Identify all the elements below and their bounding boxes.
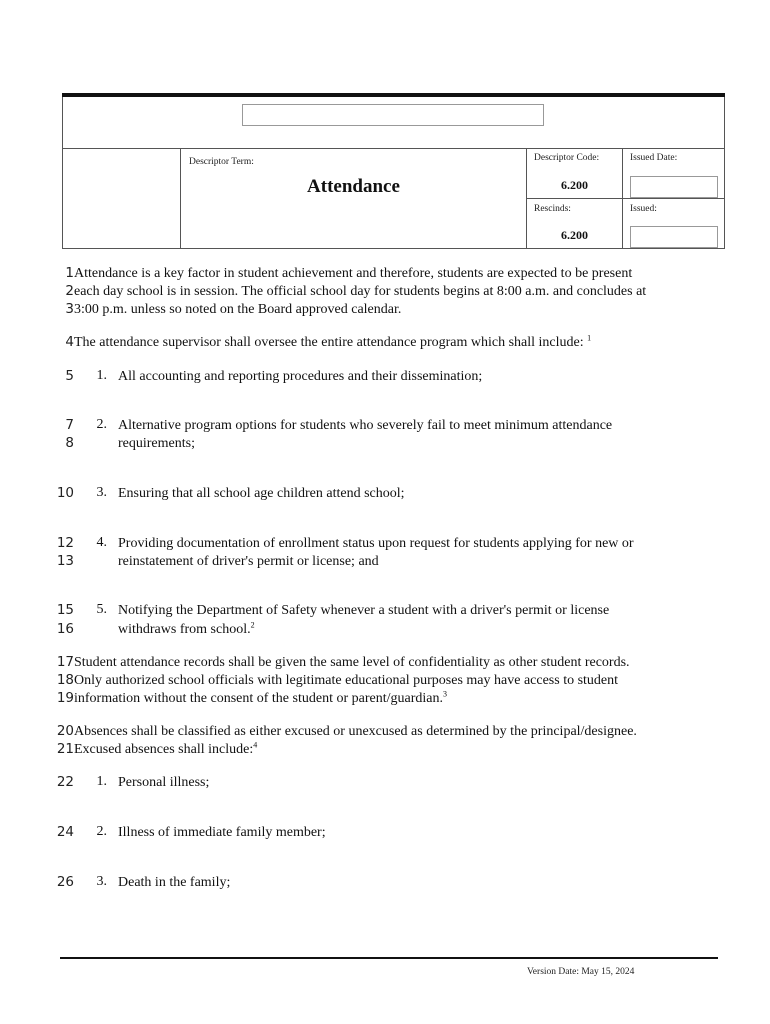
list-item: Death in the family; (118, 875, 231, 890)
line-number: 22 (56, 774, 74, 790)
footnote-ref[interactable]: 4 (253, 740, 258, 750)
line-number: 10 (56, 485, 74, 501)
footnote-ref[interactable]: 3 (442, 689, 447, 699)
issued-field[interactable] (630, 226, 718, 248)
footer-rule (60, 957, 718, 959)
version-date: Version Date: May 15, 2024 (527, 967, 635, 977)
list-item: Personal illness; (118, 775, 210, 790)
header-inner-divider (526, 198, 725, 199)
list-number: 5. (96, 602, 107, 617)
line-number: 4 (65, 334, 74, 350)
policy-header (62, 93, 725, 249)
line-number: 12 (56, 535, 74, 551)
header-name-field[interactable] (242, 104, 544, 126)
footnote-ref[interactable]: 2 (250, 620, 255, 630)
line-number: 20 (56, 723, 74, 739)
header-row-divider (62, 148, 725, 149)
issued-label: Issued: (630, 204, 657, 214)
list-number: 3. (96, 485, 107, 500)
list-number: 1. (96, 368, 107, 383)
issued-date-field[interactable] (630, 176, 718, 198)
list-item-text: withdraws from school. (118, 622, 251, 637)
paragraph-text: The attendance supervisor shall oversee the entire attendance program which shall include: (74, 335, 588, 350)
paragraph-line (74, 334, 697, 352)
paragraph-line (74, 690, 697, 708)
line-number: 18 (56, 672, 74, 688)
paragraph-line: Attendance is a key factor in student achievement and therefore, students are expected to be present (74, 266, 633, 281)
line-number: 26 (56, 874, 74, 890)
descriptor-term-label: Descriptor Term: (189, 157, 254, 167)
line-number: 3 (65, 301, 74, 317)
list-number: 2. (96, 417, 107, 432)
paragraph-line (74, 741, 697, 759)
line-number: 8 (65, 435, 74, 451)
line-number: 19 (56, 690, 74, 706)
line-number: 21 (56, 741, 74, 757)
line-number: 15 (56, 602, 74, 618)
paragraph-line: Student attendance records shall be given the same level of confidentiality as other student records. (74, 655, 630, 670)
policy-title: Attendance (307, 176, 400, 197)
list-item: Alternative program options for students who severely fail to meet minimum attendance (118, 418, 613, 433)
list-item-cont: reinstatement of driver's permit or license; and (118, 554, 379, 569)
list-item: Providing documentation of enrollment status upon request for students applying for new or (118, 536, 634, 551)
list-item-cont (118, 621, 698, 639)
paragraph-text: information without the consent of the student or parent/guardian. (74, 691, 443, 706)
list-item: Illness of immediate family member; (118, 825, 326, 840)
paragraph-text: Excused absences shall include: (74, 742, 254, 757)
line-number: 24 (56, 824, 74, 840)
line-number: 7 (65, 417, 74, 433)
list-number: 2. (96, 824, 107, 839)
rescinds-label: Rescinds: (534, 204, 571, 214)
line-number: 13 (56, 553, 74, 569)
list-number: 4. (96, 535, 107, 550)
line-number: 5 (65, 368, 74, 384)
header-col-divider-1 (180, 148, 181, 248)
list-item: Notifying the Department of Safety whenever a student with a driver's permit or license (118, 603, 610, 618)
footnote-ref[interactable]: 1 (587, 333, 592, 343)
paragraph-line: each day school is in session. The official school day for students begins at 8:00 a.m. and concludes at (74, 284, 647, 299)
list-item: All accounting and reporting procedures and their dissemination; (118, 369, 483, 384)
list-number: 3. (96, 874, 107, 889)
paragraph-line: 3:00 p.m. unless so noted on the Board approved calendar. (74, 302, 402, 317)
line-number: 17 (56, 654, 74, 670)
issued-date-label: Issued Date: (630, 153, 678, 163)
line-number: 1 (65, 265, 74, 281)
line-number: 16 (56, 621, 74, 637)
paragraph-line: Absences shall be classified as either excused or unexcused as determined by the principal/designee. (74, 724, 637, 739)
descriptor-code-label: Descriptor Code: (534, 153, 600, 163)
rescinds-code: 6.200 (561, 228, 588, 242)
line-number: 2 (65, 283, 74, 299)
list-item-cont: requirements; (118, 436, 195, 451)
list-item: Ensuring that all school age children attend school; (118, 486, 405, 501)
list-number: 1. (96, 774, 107, 789)
descriptor-code: 6.200 (561, 178, 588, 192)
paragraph-line: Only authorized school officials with legitimate educational purposes may have access to student (74, 673, 619, 688)
